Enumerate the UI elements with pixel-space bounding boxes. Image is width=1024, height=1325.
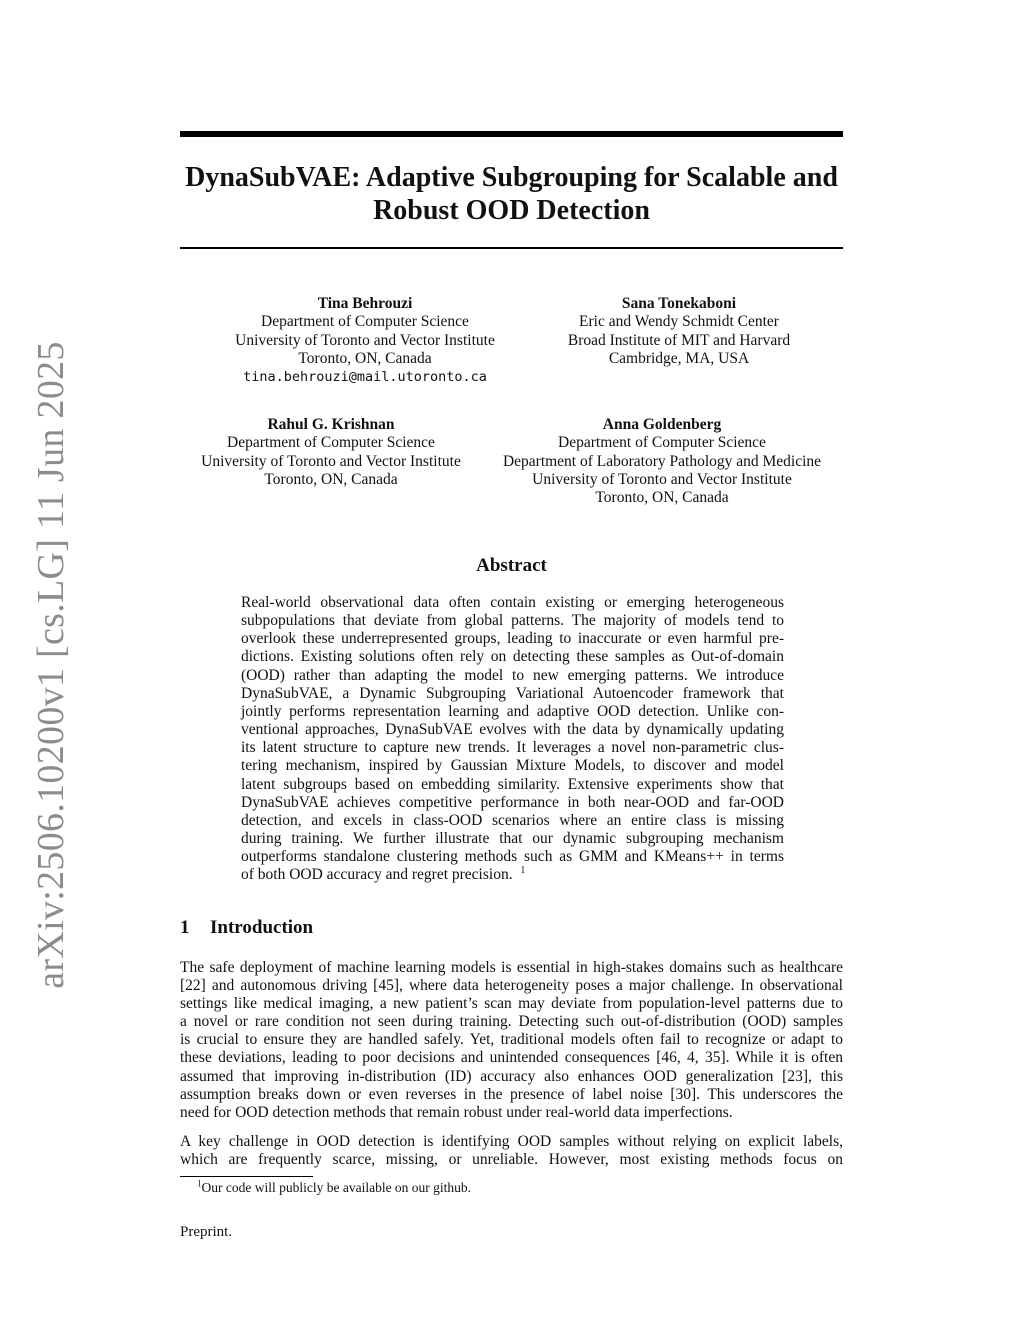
author-name: Sana Tonekaboni <box>621 295 737 312</box>
author-block-tonekaboni <box>539 295 819 368</box>
footnote-rule <box>180 1176 313 1177</box>
author-block-behrouzi <box>215 295 515 386</box>
abstract-line-text: of both OOD accuracy and regret precision. <box>241 866 513 884</box>
author-affiliation-line: Cambridge, MA, USA <box>608 349 750 367</box>
abstract-line: its latent structure to capture new trends. It leverages a novel non-parametric clus- <box>241 739 784 757</box>
author-affiliation-line: Toronto, ON, Canada <box>595 489 729 507</box>
abstract-line-last <box>241 866 784 884</box>
body-line: assumption breaks down or even reverses in the presence of label noise [30]. This underscores the <box>180 1085 843 1103</box>
author-block-krishnan <box>180 416 482 489</box>
author-affiliation-line: Department of Computer Science <box>227 434 435 452</box>
abstract-line: DynaSubVAE, a Dynamic Subgrouping Variational Autoencoder framework that <box>241 684 784 702</box>
author-affiliation-line: Department of Computer Science <box>261 313 469 331</box>
body-line: a novel or rare condition not seen during training. Detecting such out-of-distribution (OOD) samples <box>180 1013 843 1031</box>
body-line: A key challenge in OOD detection is identifying OOD samples without relying on explicit labels, <box>180 1133 843 1150</box>
author-name: Rahul G. Krishnan <box>267 416 395 433</box>
preprint-label: Preprint. <box>180 1224 233 1240</box>
author-affiliation-line: Department of Laboratory Pathology and Medicine <box>502 452 822 470</box>
author-affiliation-line: Eric and Wendy Schmidt Center <box>579 313 779 331</box>
abstract-line: outperforms standalone clustering methods such as GMM and KMeans++ in terms <box>241 848 784 866</box>
abstract-line: Real-world observational data often contain existing or emerging heterogeneous <box>241 594 784 611</box>
abstract-line: detection, and excels in class-OOD scenarios where an entire class is missing <box>241 811 784 829</box>
title-line-1: DynaSubVAE: Adaptive Subgrouping for Scalable and <box>185 162 838 193</box>
footnote-number: 1 <box>197 1178 202 1189</box>
abstract-line: (OOD) rather than adapting the model to new emerging patterns. We introduce <box>241 666 784 684</box>
abstract-body <box>241 594 784 885</box>
abstract-heading: Abstract <box>476 555 547 576</box>
section-heading-introduction <box>180 917 313 939</box>
abstract-line: during training. We further illustrate that our dynamic subgrouping mechanism <box>241 830 784 848</box>
author-affiliation-line: Toronto, ON, Canada <box>264 470 398 488</box>
arxiv-identifier: arXiv:2506.10200v1 [cs.LG] 11 Jun 2025 <box>30 341 72 989</box>
author-affiliation-line: Department of Computer Science <box>558 434 766 452</box>
abstract-line: dictions. Existing solutions often rely on detecting these samples as Out-of-domain <box>241 648 784 666</box>
body-line: which are frequently scarce, missing, or unreliable. However, most existing methods focus on <box>180 1151 843 1169</box>
abstract-line: tering mechanism, inspired by Gaussian Mixture Models, to discover and model <box>241 757 784 775</box>
title-line-2: Robust OOD Detection <box>373 195 650 226</box>
body-line: assumed that improving in-distribution (ID) accuracy also enhances OOD generalization [23], this <box>180 1067 843 1085</box>
author-email[interactable]: tina.behrouzi@mail.utoronto.ca <box>243 369 487 386</box>
abstract-line: overlook these underrepresented groups, leading to inaccurate or even harmful pre- <box>241 630 784 648</box>
author-affiliation-line: University of Toronto and Vector Institute <box>532 470 792 488</box>
abstract-line: jointly performs representation learning and adaptive OOD detection. Unlike con- <box>241 702 784 720</box>
title-rule-top <box>180 131 843 137</box>
section-number: 1 <box>180 917 190 938</box>
abstract-line: ventional approaches, DynaSubVAE evolves with the data by dynamically updating <box>241 721 784 739</box>
intro-paragraph-1 <box>180 959 843 1122</box>
author-name: Anna Goldenberg <box>602 416 722 433</box>
body-line: The safe deployment of machine learning models is essential in high-stakes domains such as healthcare <box>180 959 843 976</box>
body-line: [22] and autonomous driving [45], where data heterogeneity poses a major challenge. In observational <box>180 977 843 995</box>
author-name: Tina Behrouzi <box>317 295 413 312</box>
footnote-mark[interactable]: 1 <box>520 865 526 877</box>
footnote-text: Our code will publicly be available on our github. <box>201 1180 472 1195</box>
author-affiliation-line: Broad Institute of MIT and Harvard <box>567 331 791 349</box>
author-affiliation-line: University of Toronto and Vector Institute <box>201 452 461 470</box>
body-line: settings like medical imaging, a new patient’s scan may deviate from population-level patterns due to <box>180 995 843 1013</box>
body-line: need for OOD detection methods that remain robust under real-world data imperfections. <box>180 1103 733 1121</box>
intro-paragraph-2 <box>180 1133 843 1169</box>
paper-title <box>180 161 843 227</box>
footnote <box>197 1180 471 1196</box>
author-affiliation-line: Toronto, ON, Canada <box>298 349 432 367</box>
author-affiliation-line: University of Toronto and Vector Institute <box>235 331 495 349</box>
abstract-line: latent subgroups based on embedding similarity. Extensive experiments show that <box>241 775 784 793</box>
body-line: is crucial to ensure they are handled safely. Yet, traditional models often fail to recognize or adapt to <box>180 1031 843 1049</box>
section-title: Introduction <box>210 917 314 938</box>
title-rule-bottom <box>180 247 843 249</box>
abstract-line: DynaSubVAE achieves competitive performance in both near-OOD and far-OOD <box>241 793 784 811</box>
abstract-line: subpopulations that deviate from global patterns. The majority of models tend to <box>241 612 784 630</box>
body-line: these deviations, leading to poor decisions and unintended consequences [46, 4, 35]. While it is often <box>180 1049 843 1067</box>
author-block-goldenberg <box>484 416 840 507</box>
